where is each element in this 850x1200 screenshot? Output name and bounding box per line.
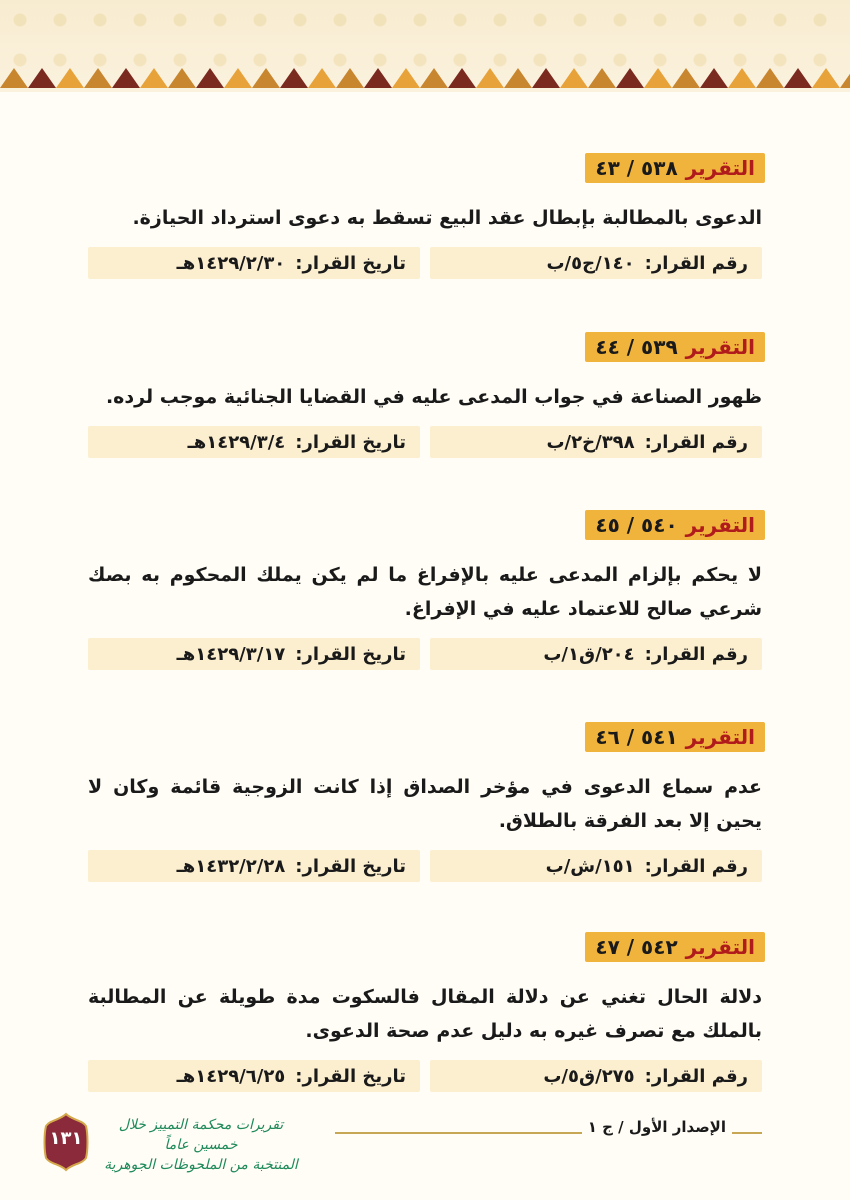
decision-number (430, 426, 762, 458)
footer-book-title-line1: تقريرات محكمة التمييز خلال خمسين عاماً (118, 1117, 284, 1153)
entry-text: دلالة الحال تغني عن دلالة المقال فالسكوت مدة طويلة عن المطالبة بالملك مع تصرف غيره به دليل عدم صحة الدعوى. (88, 986, 762, 1042)
entry-title-number: ٥٣٩ / ٤٤ (595, 335, 678, 359)
decision-number-label: رقم القرار: (644, 855, 748, 877)
entry-title (585, 722, 765, 752)
decision-number-value: ٢٠٤/ق١/ب (543, 643, 635, 665)
footer-book-title (96, 1115, 306, 1175)
entry-text: عدم سماع الدعوى في مؤخر الصداق إذا كانت الزوجية قائمة وكان لا يحين إلا بعد الفرقة بالطلاق. (88, 776, 762, 832)
decision-date-label: تاريخ القرار: (295, 643, 406, 665)
decision-date-value: ١٤٢٩/٣/٤هـ (187, 431, 286, 453)
entry-text: لا يحكم بإلزام المدعى عليه بالإفراغ ما لم يكن يملك المحكوم به بصك شرعي صالح للاعتماد عليه في الإفراغ. (88, 564, 762, 620)
decision-date-value: ١٤٢٩/٢/٣٠هـ (176, 252, 286, 274)
decision-number-value: ١٤٠/ج٥/ب (546, 252, 635, 274)
decision-date (88, 247, 420, 279)
decision-number-value: ٢٧٥/ق٥/ب (543, 1065, 635, 1087)
decision-number-label: رقم القرار: (644, 252, 748, 274)
entry-text: الدعوى بالمطالبة بإبطال عقد البيع تسقط به دعوى استرداد الحيازة. (132, 207, 762, 229)
decision-number-label: رقم القرار: (644, 643, 748, 665)
decision-date (88, 1060, 420, 1092)
entry-text: ظهور الصناعة في جواب المدعى عليه في القضايا الجنائية موجب لرده. (105, 386, 762, 408)
entry-title (585, 153, 765, 183)
entry-title-number: ٥٤٠ / ٤٥ (595, 513, 678, 537)
decision-date (88, 638, 420, 670)
decision-number-label: رقم القرار: (644, 431, 748, 453)
decision-date-label: تاريخ القرار: (295, 431, 406, 453)
entry-title-keyword: التقرير (685, 513, 755, 537)
decision-number (430, 1060, 762, 1092)
footer-part-label: الإصدار الأول / ج ١ (582, 1118, 732, 1136)
decision-date-label: تاريخ القرار: (295, 252, 406, 274)
decision-date-label: تاريخ القرار: (295, 1065, 406, 1087)
decision-date-value: ١٤٣٢/٢/٢٨هـ (176, 855, 286, 877)
decision-number-label: رقم القرار: (644, 1065, 748, 1087)
decision-date-value: ١٤٢٩/٣/١٧هـ (176, 643, 286, 665)
entry-title-keyword: التقرير (685, 335, 755, 359)
page-number: ١٣١ (49, 1128, 83, 1149)
decision-date-value: ١٤٢٩/٦/٢٥هـ (176, 1065, 286, 1087)
entry-title-keyword: التقرير (685, 935, 755, 959)
entry-title (585, 932, 765, 962)
decision-number-value: ١٥١/ش/ب (545, 855, 635, 877)
entry-title-number: ٥٤٢ / ٤٧ (595, 935, 678, 959)
header-triangle-border (0, 62, 850, 92)
decision-number (430, 638, 762, 670)
decision-date-label: تاريخ القرار: (295, 855, 406, 877)
decision-number-value: ٣٩٨/خ٢/ب (546, 431, 635, 453)
entry-title-number: ٥٤١ / ٤٦ (595, 725, 678, 749)
decision-number (430, 850, 762, 882)
entry-title-number: ٥٣٨ / ٤٣ (595, 156, 678, 180)
entry-title (585, 510, 765, 540)
decision-date (88, 850, 420, 882)
entry-title-keyword: التقرير (685, 156, 755, 180)
decision-date (88, 426, 420, 458)
entry-title-keyword: التقرير (685, 725, 755, 749)
entry-title (585, 332, 765, 362)
footer-book-title-line2: المنتخبة من الملحوظات الجوهرية (104, 1157, 298, 1173)
decision-number (430, 247, 762, 279)
